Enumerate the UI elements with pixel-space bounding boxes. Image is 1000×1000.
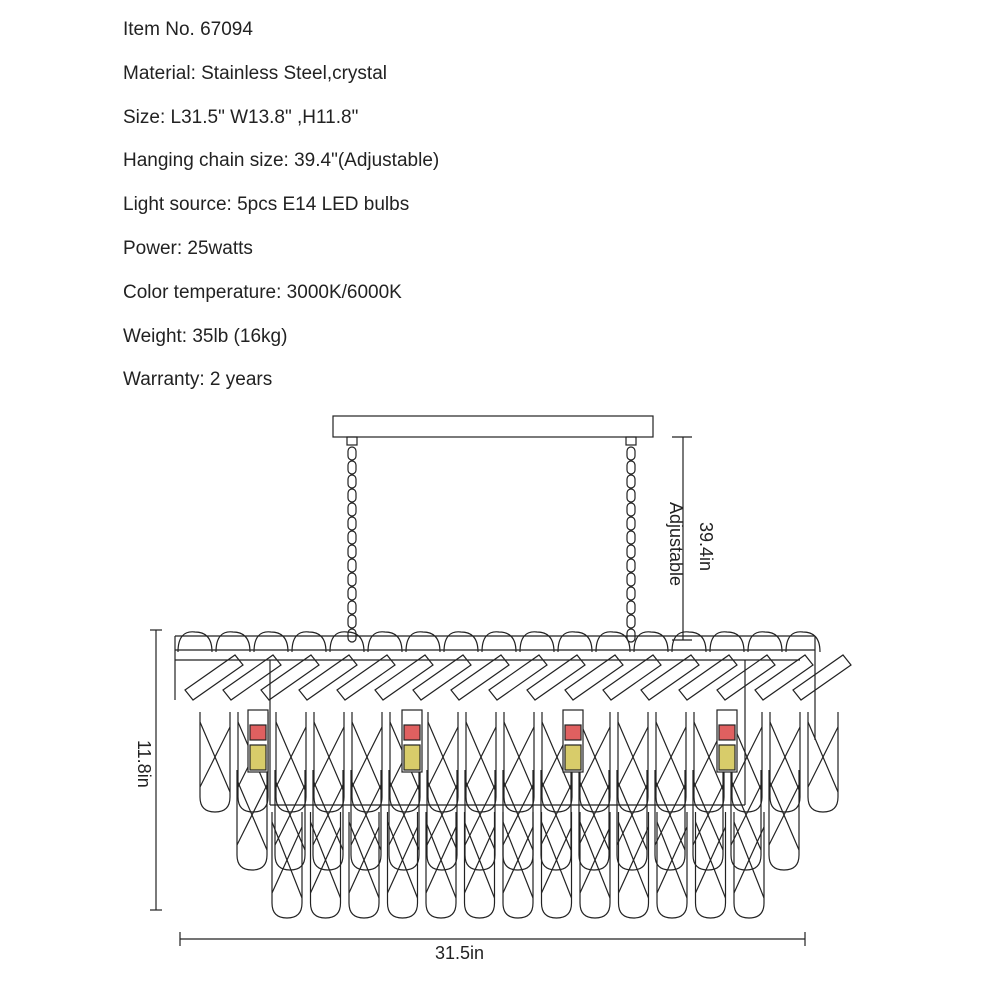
crystal-loop [330, 632, 364, 652]
crystal-drop [388, 812, 418, 918]
crystal-facet [200, 727, 230, 787]
chain-link [627, 489, 635, 502]
crystal-facet [272, 822, 302, 898]
bulb-filament [250, 745, 266, 770]
crystal-facet [655, 780, 685, 850]
chain-link [348, 573, 356, 586]
crystal-facet [504, 722, 534, 792]
canopy-bar [333, 416, 653, 437]
crystal-drop [731, 770, 761, 870]
crystal-drop [465, 812, 495, 918]
crystal-facet [390, 727, 420, 787]
crystal-loop [558, 632, 592, 652]
diagonal-crystal [565, 655, 623, 700]
chain-link [348, 531, 356, 544]
crystal-drop [426, 812, 456, 918]
crystal-drop [349, 812, 379, 918]
crystal-drop [770, 712, 800, 812]
crystal-facet [619, 822, 649, 898]
crystal-loop [254, 632, 288, 652]
crystal-facet [503, 827, 533, 893]
crystal-facet [389, 785, 419, 845]
diagonal-crystal [679, 655, 737, 700]
crystal-drop [693, 770, 723, 870]
crystal-facet [465, 827, 495, 893]
diagonal-crystal [603, 655, 661, 700]
diagonal-crystal [641, 655, 699, 700]
chain-link [627, 475, 635, 488]
crystal-facet [314, 727, 344, 787]
chain-left [348, 447, 356, 642]
crystal-drop [276, 712, 306, 812]
crystal-facet [466, 727, 496, 787]
crystal-facet [618, 727, 648, 787]
crystal-loop [482, 632, 516, 652]
crystal-facet [427, 780, 457, 850]
chain-link [627, 503, 635, 516]
crystal-loop [786, 632, 820, 652]
canopy-hook-left [347, 437, 357, 445]
crystal-facet [428, 722, 458, 792]
crystal-facet [311, 822, 341, 898]
chain-link [348, 615, 356, 628]
crystal-facet [734, 822, 764, 898]
chain-link [348, 461, 356, 474]
crystal-facet [465, 822, 495, 898]
crystal-facet [541, 785, 571, 845]
crystal-facet [542, 827, 572, 893]
crystal-facet [580, 727, 610, 787]
crystal-facet [313, 780, 343, 850]
crystal-facet [238, 722, 268, 792]
chain-length-label: 39.4in [696, 522, 716, 572]
crystal-facet [465, 785, 495, 845]
crystal-facet [542, 727, 572, 787]
crystal-drop [272, 812, 302, 918]
canopy-hook-right [626, 437, 636, 445]
crystal-facet [619, 827, 649, 893]
crystal-facet [390, 722, 420, 792]
diagonal-crystal [755, 655, 813, 700]
spec-power: Power: 25watts [123, 237, 253, 259]
crystal-drop [466, 712, 496, 812]
crystal-facet [731, 785, 761, 845]
crystal-drop [314, 712, 344, 812]
crystal-facet [349, 822, 379, 898]
crystal-facet [426, 822, 456, 898]
crystal-facet [238, 727, 268, 787]
chain-link [627, 601, 635, 614]
crystal-drop [808, 712, 838, 812]
top-crystal-loops [178, 632, 820, 652]
diagonal-crystals [185, 655, 851, 700]
spec-warranty: Warranty: 2 years [123, 369, 273, 391]
crystal-drop [238, 712, 268, 812]
crystal-facet [541, 780, 571, 850]
chandelier-frame [175, 636, 815, 805]
chain-link [348, 447, 356, 460]
crystal-drop [619, 812, 649, 918]
chain-link [348, 559, 356, 572]
crystal-facet [388, 822, 418, 898]
chain-link [348, 629, 356, 642]
crystal-drop [427, 770, 457, 870]
crystal-loop [178, 632, 212, 652]
crystal-facet [656, 722, 686, 792]
crystal-facet [427, 785, 457, 845]
crystal-facet [237, 780, 267, 850]
crystal-loop [368, 632, 402, 652]
crystal-loop [748, 632, 782, 652]
crystal-drop [351, 770, 381, 870]
chain-link [348, 503, 356, 516]
diagonal-crystal [527, 655, 585, 700]
crystal-facet [657, 827, 687, 893]
crystal-facet [618, 722, 648, 792]
crystal-facet [388, 827, 418, 893]
crystal-facet [503, 822, 533, 898]
chain-link [348, 587, 356, 600]
crystal-drop [237, 770, 267, 870]
led-bulb [717, 710, 737, 772]
crystal-drop [618, 712, 648, 812]
crystal-facet [503, 780, 533, 850]
crystal-facet [426, 827, 456, 893]
crystal-loop [634, 632, 668, 652]
crystal-facet [580, 827, 610, 893]
crystal-facet [617, 780, 647, 850]
crystal-facet [428, 727, 458, 787]
crystal-drop [465, 770, 495, 870]
crystal-loop [672, 632, 706, 652]
crystal-facet [579, 780, 609, 850]
crystal-facet [769, 785, 799, 845]
crystal-drop [655, 770, 685, 870]
chain-link [348, 601, 356, 614]
crystal-drop [542, 812, 572, 918]
crystal-loop [216, 632, 250, 652]
crystal-drop [313, 770, 343, 870]
spec-color-temperature: Color temperature: 3000K/6000K [123, 281, 402, 303]
spec-item-number: Item No. 67094 [123, 19, 253, 40]
crystal-loop [292, 632, 326, 652]
bulb-socket [719, 725, 735, 740]
crystal-loop [406, 632, 440, 652]
crystal-facet [734, 827, 764, 893]
crystal-drop [734, 812, 764, 918]
chain-link [348, 489, 356, 502]
crystal-facet [503, 785, 533, 845]
diagonal-crystal [717, 655, 775, 700]
crystal-facet [275, 785, 305, 845]
diagonal-crystal [451, 655, 509, 700]
chain-link [627, 615, 635, 628]
led-bulb [248, 710, 268, 772]
crystal-drop [352, 712, 382, 812]
crystal-drop [311, 812, 341, 918]
height-label: 11.8in [134, 740, 154, 788]
crystal-facet [580, 822, 610, 898]
crystal-drop [732, 712, 762, 812]
crystal-facet [696, 822, 726, 898]
spec-material: Material: Stainless Steel,crystal [123, 62, 387, 84]
crystal-drop [200, 712, 230, 812]
crystal-facet [349, 827, 379, 893]
chain-adjustable-label: Adjustable [666, 502, 686, 587]
bulb-socket [404, 725, 420, 740]
crystal-facet [352, 722, 382, 792]
crystal-loop [520, 632, 554, 652]
crystal-drop [503, 812, 533, 918]
crystal-facet [617, 785, 647, 845]
crystal-facet [311, 827, 341, 893]
crystal-facet [657, 822, 687, 898]
diagonal-crystal [185, 655, 243, 700]
chain-link [627, 447, 635, 460]
crystal-facet [351, 780, 381, 850]
crystal-facet [731, 780, 761, 850]
crystal-facet [769, 780, 799, 850]
bulb-filament [719, 745, 735, 770]
crystal-facet [693, 780, 723, 850]
led-bulb [402, 710, 422, 772]
diagonal-crystal [223, 655, 281, 700]
crystal-drop [275, 770, 305, 870]
crystal-facet [655, 785, 685, 845]
crystal-facet [314, 722, 344, 792]
crystal-drop [580, 812, 610, 918]
crystal-drop [579, 770, 609, 870]
chain-link [348, 475, 356, 488]
crystal-facet [694, 722, 724, 792]
bulb-filament [404, 745, 420, 770]
spec-list [123, 16, 823, 410]
diagonal-crystal [337, 655, 395, 700]
crystal-facet [200, 722, 230, 792]
diagonal-crystal [489, 655, 547, 700]
crystal-facet [693, 785, 723, 845]
chain-link [627, 587, 635, 600]
bulb-socket [565, 725, 581, 740]
crystal-drop [428, 712, 458, 812]
crystal-drop [694, 712, 724, 812]
crystal-drop [504, 712, 534, 812]
width-label: 31.5in [435, 943, 485, 963]
crystal-facet [351, 785, 381, 845]
chain-link [627, 559, 635, 572]
crystal-facet [275, 780, 305, 850]
crystal-facet [694, 727, 724, 787]
crystal-drop [503, 770, 533, 870]
chain-right [627, 447, 635, 642]
crystal-facet [276, 727, 306, 787]
crystal-facet [465, 780, 495, 850]
crystal-rows [200, 712, 838, 918]
chain-link [627, 545, 635, 558]
spec-weight: Weight: 35lb (16kg) [123, 325, 288, 347]
crystal-facet [542, 822, 572, 898]
diagonal-crystal [793, 655, 851, 700]
crystal-facet [389, 780, 419, 850]
spec-chain-size: Hanging chain size: 39.4"(Adjustable) [123, 150, 440, 172]
crystal-drop [390, 712, 420, 812]
crystal-drop [769, 770, 799, 870]
led-bulbs [248, 710, 737, 772]
crystal-facet [656, 727, 686, 787]
crystal-facet [732, 727, 762, 787]
diagonal-crystal [299, 655, 357, 700]
crystal-loop [710, 632, 744, 652]
crystal-facet [696, 827, 726, 893]
crystal-drop [657, 812, 687, 918]
chain-link [348, 545, 356, 558]
crystal-drop [617, 770, 647, 870]
crystal-drop [696, 812, 726, 918]
crystal-drop [541, 770, 571, 870]
crystal-facet [579, 785, 609, 845]
crystal-facet [313, 785, 343, 845]
crystal-drop [656, 712, 686, 812]
spec-light-source: Light source: 5pcs E14 LED bulbs [123, 194, 410, 216]
crystal-facet [542, 722, 572, 792]
crystal-loop [444, 632, 478, 652]
chain-link [627, 531, 635, 544]
chain-link [627, 629, 635, 642]
diagonal-crystal [375, 655, 433, 700]
crystal-facet [272, 827, 302, 893]
crystal-facet [580, 722, 610, 792]
crystal-facet [732, 722, 762, 792]
chain-link [348, 517, 356, 530]
crystal-facet [276, 722, 306, 792]
crystal-facet [770, 727, 800, 787]
led-bulb [563, 710, 583, 772]
crystal-loop [596, 632, 630, 652]
spec-size: Size: L31.5" W13.8" ,H11.8" [123, 106, 359, 128]
bulb-socket [250, 725, 266, 740]
chain-link [627, 517, 635, 530]
chain-link [627, 573, 635, 586]
crystal-drop [580, 712, 610, 812]
crystal-facet [237, 785, 267, 845]
crystal-facet [466, 722, 496, 792]
chain-link [627, 461, 635, 474]
crystal-facet [770, 722, 800, 792]
crystal-facet [352, 727, 382, 787]
crystal-drop [389, 770, 419, 870]
crystal-facet [808, 722, 838, 792]
crystal-facet [808, 727, 838, 787]
crystal-drop [542, 712, 572, 812]
crystal-facet [504, 727, 534, 787]
bulb-filament [565, 745, 581, 770]
diagonal-crystal [261, 655, 319, 700]
diagonal-crystal [413, 655, 471, 700]
